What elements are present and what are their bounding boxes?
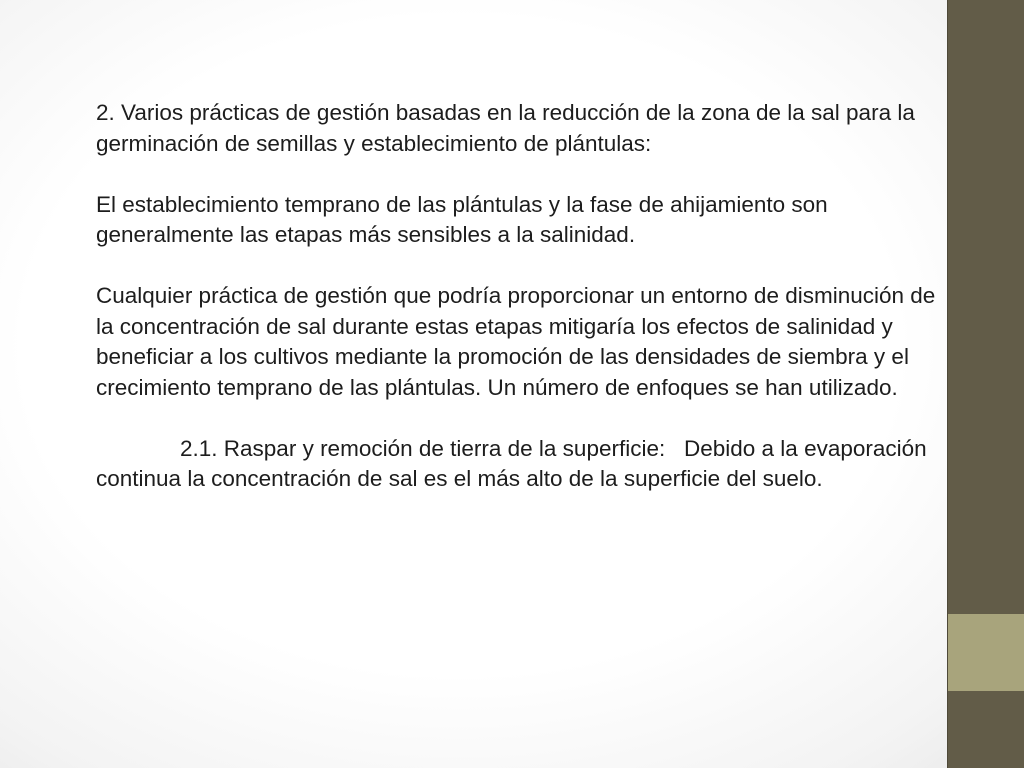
decorative-sidebar [947, 0, 1024, 768]
paragraph-management-practice: Cualquier práctica de gestión que podría proporcionar un entorno de disminución de la concentración de sal durante estas etapas mitigaría los efectos de salinidad y beneficiar a los cultivos mediante la promoción de las densidades de siembra y el crecimiento temprano de las plántulas. Un número de enfoques se han utilizado. [96, 283, 936, 400]
paragraph-sensitive-stages: El establecimiento temprano de las plántulas y la fase de ahijamiento son generalmente las etapas más sensibles a la salinidad. [96, 191, 828, 247]
sidebar-accent-block [948, 614, 1024, 691]
paragraph-heading: 2. Varios prácticas de gestión basadas en la reducción de la zona de la sal para la germinación de semillas y establecimiento de plántulas: [96, 100, 915, 156]
paragraph-subsection [96, 434, 936, 495]
slide-body [96, 98, 936, 525]
subsection-text: 2.1. Raspar y remoción de tierra de la superficie: Debido a la evaporación continua la concentración de sal es el más alto de la superficie del suelo. [96, 435, 933, 491]
